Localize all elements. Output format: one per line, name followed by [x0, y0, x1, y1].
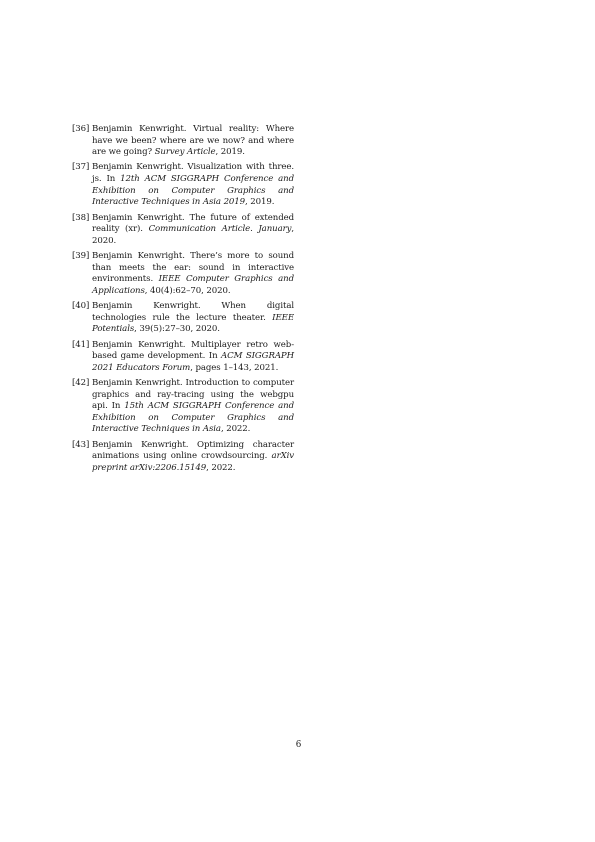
reference-item: [72, 301, 294, 336]
reference-item: [72, 440, 294, 475]
reference-number: [36]: [72, 124, 90, 134]
reference-authors-title: Benjamin Kenwright. Optimizing character animations using online crowdsourcing.: [92, 439, 294, 462]
reference-text: [92, 340, 294, 375]
reference-details: , 2022.: [206, 462, 236, 473]
reference-venue: Communication Article. January: [148, 224, 292, 235]
reference-venue: 12th ACM SIGGRAPH Conference and Exhibition on Computer Graphics and Interactive Techniques in Asia 2019: [92, 174, 294, 208]
reference-authors-title: Benjamin Kenwright. Virtual reality: Where have we been? where are we now? and where are we going?: [92, 124, 294, 158]
reference-item: [72, 162, 294, 208]
page-number: 6: [295, 740, 302, 750]
reference-authors-title: Benjamin Kenwright. The future of extended reality (xr).: [92, 212, 294, 235]
reference-text: [92, 213, 294, 248]
reference-text: [92, 378, 294, 436]
reference-details: , 2019.: [245, 197, 275, 208]
reference-details: , 2020.: [92, 224, 294, 246]
reference-text: [92, 301, 294, 336]
reference-authors-title: Benjamin Kenwright. Introduction to computer graphics and ray-tracing using the webgpu api. In: [92, 378, 294, 412]
reference-number: [41]: [72, 339, 90, 350]
reference-venue: ACM SIGGRAPH 2021 Educators Forum: [92, 351, 294, 373]
reference-authors-title: Benjamin Kenwright. There’s more to sound than meets the ear: sound in interactive environments.: [92, 251, 294, 285]
reference-venue: IEEE Potentials: [92, 312, 294, 335]
reference-item: [72, 124, 294, 159]
reference-details: , pages 1–143, 2021.: [190, 362, 279, 373]
reference-text: [92, 124, 294, 159]
reference-venue: Survey Article: [154, 147, 216, 158]
reference-authors-title: Benjamin Kenwright. When digital technologies rule the lecture theater.: [92, 301, 294, 323]
reference-number: [38]: [72, 212, 90, 223]
reference-number: [40]: [72, 301, 90, 312]
reference-text: [92, 251, 294, 297]
reference-venue: 15th ACM SIGGRAPH Conference and Exhibition on Computer Graphics and Interactive Techniques in Asia: [92, 401, 294, 435]
reference-number: [42]: [72, 378, 90, 388]
reference-number: [43]: [72, 439, 90, 450]
reference-number: [37]: [72, 162, 90, 173]
reference-venue: arXiv preprint arXiv:2206.15149: [92, 451, 294, 473]
reference-details: , 39(5):27–30, 2020.: [134, 324, 220, 335]
reference-authors-title: Benjamin Kenwright. Visualization with three. js. In: [92, 162, 294, 185]
reference-authors-title: Benjamin Kenwright. Multiplayer retro web-based game development. In: [92, 339, 294, 362]
reference-details: , 2019.: [215, 147, 245, 158]
reference-number: [39]: [72, 251, 90, 261]
reference-venue: IEEE Computer Graphics and Applications: [92, 274, 294, 296]
reference-list: [72, 124, 294, 478]
reference-text: [92, 440, 294, 475]
reference-text: [92, 162, 294, 208]
reference-item: [72, 251, 294, 297]
reference-item: [72, 213, 294, 248]
reference-details: , 2022.: [220, 424, 251, 435]
reference-item: [72, 340, 294, 375]
reference-details: , 40(4):62–70, 2020.: [144, 285, 231, 296]
reference-item: [72, 378, 294, 436]
